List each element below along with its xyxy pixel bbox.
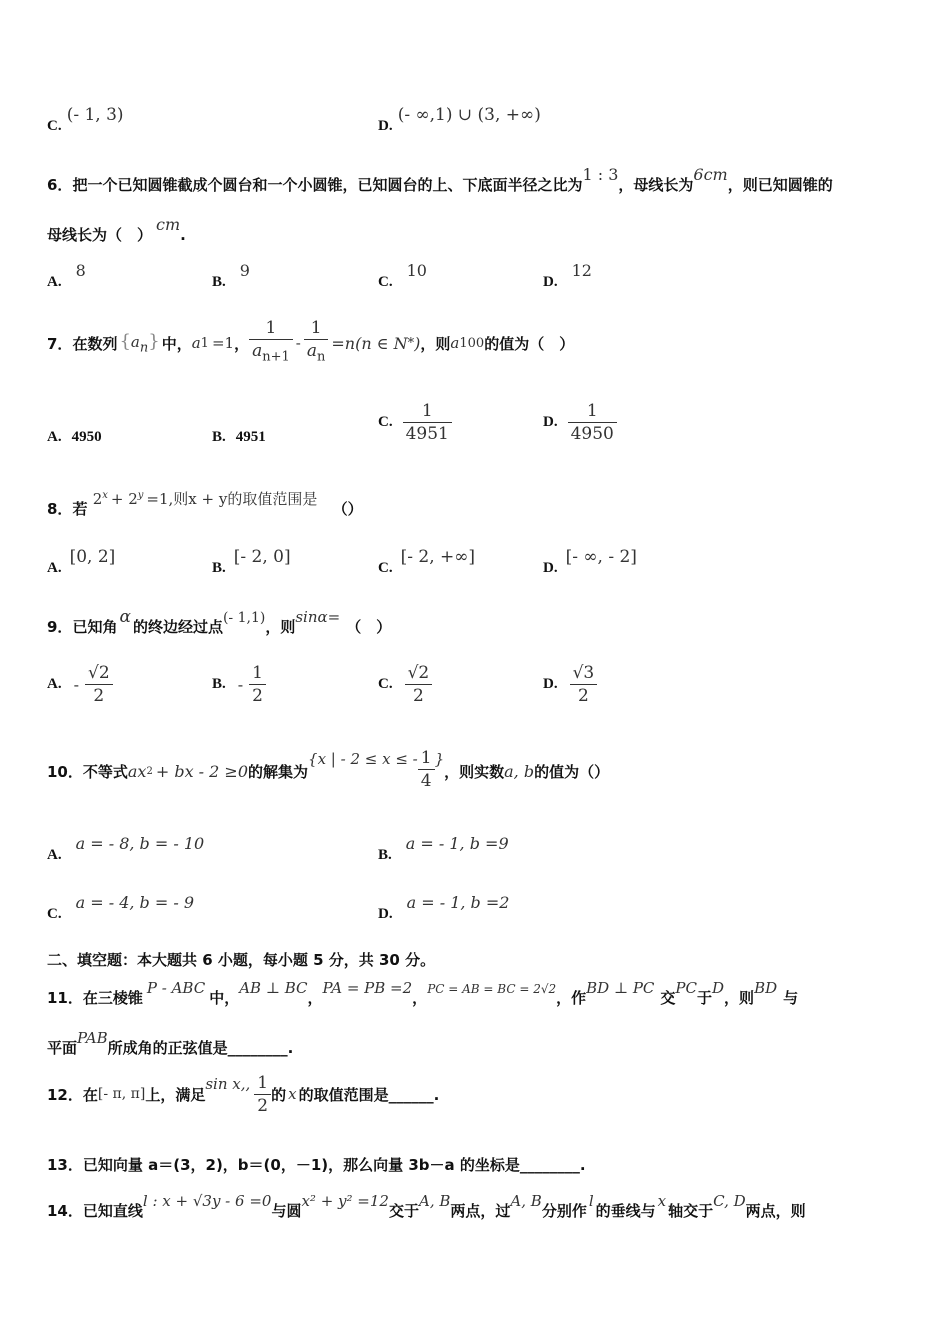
- q11-pab: PAB: [77, 1029, 108, 1047]
- q9-text4: （ ）: [346, 618, 392, 636]
- q9-d-num: √3: [570, 662, 598, 685]
- q8-expr-a: 2: [92, 490, 103, 508]
- q10-set-close: }: [434, 750, 445, 768]
- q6-text1: 把一个已知圆锥截成个圆台和一个小圆锥，已知圆台的上、下底面半径之比为: [72, 176, 583, 194]
- q7-frac2-num: 1: [304, 317, 329, 340]
- q11-line1: [47, 979, 799, 1008]
- q10-line1: [47, 745, 609, 797]
- q12-half: [254, 1072, 271, 1117]
- q6-option-b: [212, 261, 250, 291]
- q7-frac1: [249, 317, 293, 368]
- q6-text2: ，母线长为: [618, 176, 694, 194]
- q9-d-label: D.: [543, 676, 558, 692]
- q10-text4: 的值为（）: [534, 762, 610, 781]
- q14-number: 14．: [47, 1202, 83, 1220]
- q9-option-a: [47, 662, 113, 707]
- q11-perp: AB ⊥ BC: [239, 979, 308, 997]
- q6-option-c: [378, 261, 427, 291]
- q7-frac2: [304, 317, 329, 368]
- q7-seq-brace: $\{a_n\}$: [119, 330, 160, 356]
- q10-a-label: A.: [47, 847, 62, 863]
- q8-a-label: A.: [47, 560, 62, 576]
- q12-half-num: 1: [254, 1072, 271, 1095]
- q10-option-b: [378, 834, 509, 864]
- q12-x: x: [288, 1085, 297, 1103]
- q11-d: D: [712, 979, 725, 997]
- q7-option-a: [47, 426, 102, 446]
- q9-a-frac: [85, 662, 113, 707]
- q10-b-value: a = - 1, b =9: [405, 834, 509, 853]
- q11-bdpc: BD ⊥ PC: [586, 979, 655, 997]
- q10-set-num: 1: [418, 747, 435, 770]
- q7-d-den: 4950: [570, 424, 614, 444]
- q10-c-label: C.: [47, 906, 62, 922]
- q9-alpha: α: [119, 607, 131, 627]
- q8-expression: [93, 488, 318, 509]
- q11-pabc: P - ABC: [146, 979, 206, 997]
- q9-c-num: √2: [405, 662, 433, 685]
- q6-text5: .: [180, 226, 186, 244]
- section2-title: 二、填空题：本大题共 6 小题，每小题 5 分，共 30 分。: [47, 951, 436, 969]
- q14-line: l : x + √3y - 6 =0: [142, 1192, 272, 1210]
- q14-line1: [47, 1192, 806, 1221]
- q12-text1: 在: [82, 1085, 98, 1104]
- q8-option-a: [47, 547, 116, 577]
- q8-expr-b-sup: y: [137, 490, 144, 501]
- q7-a-value: 4950: [71, 429, 102, 445]
- q7-frac1-num: 1: [249, 317, 293, 340]
- q9-option-b: [212, 662, 266, 707]
- q9-c-label: C.: [378, 676, 393, 692]
- q11-text2: 中，: [209, 989, 240, 1007]
- q8-option-d: [543, 547, 637, 577]
- q7-b-value: 4951: [235, 429, 266, 445]
- q12-half-den: 2: [257, 1095, 269, 1116]
- q7-a1-eq: =1: [211, 334, 235, 352]
- q8-d-label: D.: [543, 560, 558, 576]
- q7-paren: (n ∈ N: [355, 333, 408, 353]
- q8-expr-a-sup: x: [102, 490, 108, 501]
- q9-a-den: 2: [93, 686, 105, 706]
- q6-number: 6．: [47, 176, 73, 194]
- q7-text3: ，则: [420, 334, 451, 353]
- q6-ratio: 1 : 3: [582, 165, 619, 184]
- q11-text7: 与: [783, 989, 799, 1007]
- q12-interval: [- π, π]: [97, 1086, 146, 1102]
- q8-c-label: C.: [378, 560, 393, 576]
- q9-d-frac: [570, 662, 598, 707]
- q8-expr-plus: + 2: [110, 490, 138, 508]
- q6-line1: [47, 165, 833, 195]
- q11-text9: 所成角的正弦值是________.: [107, 1039, 294, 1057]
- q10-c-value: a = - 4, b = - 9: [75, 893, 195, 912]
- q8-option-c: [378, 547, 476, 577]
- q9-a-label: A.: [47, 676, 62, 692]
- q9-c-frac: [405, 662, 433, 707]
- q8-c-value: [- 2, +∞]: [400, 547, 476, 567]
- q9-d-den: 2: [578, 686, 589, 706]
- q7-number: 7．: [47, 334, 73, 353]
- q14-text4: 两点，过: [450, 1202, 511, 1220]
- q5-option-c: [47, 105, 124, 135]
- q7-option-c: [378, 400, 452, 445]
- q5-d-label: D.: [378, 118, 393, 134]
- q10-ineq: ax: [127, 761, 147, 781]
- q9-option-d: [543, 662, 597, 707]
- q10-ineq-sup: 2: [146, 765, 153, 777]
- q10-set: {x | - 2 ≤ x ≤ -: [308, 750, 418, 768]
- q11-papb: PA = PB =2: [322, 979, 413, 997]
- q9-b-sign: -: [237, 675, 244, 694]
- q10-text1: 不等式: [82, 762, 128, 781]
- q7-c-label: C.: [378, 414, 393, 430]
- q6-option-d: [543, 261, 592, 291]
- q7-frac2-den: a: [306, 341, 317, 362]
- q10-set-den: 4: [420, 770, 432, 791]
- q14-text5: 分别作: [541, 1202, 587, 1220]
- q12-text3: 的: [271, 1085, 287, 1104]
- q6-option-a: [47, 261, 86, 291]
- q10-ineq-rest: + bx - 2 ≥0: [155, 761, 249, 781]
- q6-d-label: D.: [543, 274, 558, 290]
- q12-text2: 上，满足: [145, 1085, 206, 1104]
- q11-text4: 交: [660, 989, 676, 1007]
- q6-length: 6cm: [693, 165, 728, 184]
- q9-a-num: √2: [85, 662, 113, 685]
- q7-c-num: 1: [403, 400, 452, 423]
- q6-unit: cm: [156, 215, 181, 234]
- q8-d-value: [- ∞, - 2]: [565, 547, 637, 567]
- q7-seq: a: [130, 332, 140, 351]
- q14-l: l: [588, 1192, 594, 1210]
- q7-d-label: D.: [543, 414, 558, 430]
- q10-b-label: B.: [378, 847, 392, 863]
- q8-text2: （）: [332, 500, 363, 518]
- q7-d-num: 1: [568, 400, 617, 423]
- q6-c-value: 10: [406, 261, 427, 280]
- q6-a-value: 8: [75, 261, 86, 280]
- q10-a-value: a = - 8, b = - 10: [75, 834, 205, 853]
- q11-line2: [47, 1029, 294, 1058]
- q12-text4: 的取值范围是______.: [298, 1085, 440, 1104]
- q10-option-c: [47, 893, 195, 923]
- q9-point: (- 1,1): [222, 610, 266, 626]
- q5-option-d: [378, 105, 541, 135]
- q7-frac1-den-sub: n+1: [262, 349, 290, 365]
- q9-option-c: [378, 662, 432, 707]
- q8-b-label: B.: [212, 560, 226, 576]
- q9-b-label: B.: [212, 676, 226, 692]
- q9-b-num: 1: [249, 662, 266, 685]
- q7-a-label: A.: [47, 429, 62, 445]
- q7-a1-sub: 1: [200, 335, 209, 351]
- q7-text1: 在数列: [72, 334, 118, 353]
- q14-text1: 已知直线: [82, 1202, 143, 1220]
- q11-number: 11．: [47, 989, 83, 1007]
- q9-c-den: 2: [413, 686, 424, 706]
- q7-option-d: [543, 400, 617, 445]
- q8-option-b: [212, 547, 291, 577]
- q6-c-label: C.: [378, 274, 393, 290]
- q5-d-value: (- ∞,1) ∪ (3, +∞): [397, 105, 541, 125]
- q14-text3: 交于: [388, 1202, 419, 1220]
- q6-line2: [47, 215, 186, 245]
- q14-text8: 两点，则: [745, 1202, 806, 1220]
- q8-text1: 若: [72, 500, 88, 518]
- q8-expr-rest: =1,则x + y的取值范围是: [146, 490, 318, 508]
- q13-line1: 13．已知向量 a＝(3，2)，b＝(0，－1)，那么向量 3b－a 的坐标是________.: [47, 1156, 586, 1174]
- q7-paren-close: ): [414, 333, 421, 353]
- q14-ab1: A, B: [418, 1192, 451, 1210]
- q6-b-label: B.: [212, 274, 226, 290]
- q5-c-value: (- 1, 3): [66, 105, 124, 125]
- q10-text2: 的解集为: [248, 762, 309, 781]
- q10-ab: a, b: [504, 761, 535, 781]
- q10-d-value: a = - 1, b =2: [406, 893, 510, 912]
- q7-a100: a: [450, 334, 460, 352]
- q10-set-frac: [418, 747, 435, 792]
- q10-text3: ，则实数: [444, 762, 505, 781]
- q14-text2: 与圆: [271, 1202, 302, 1220]
- q6-b-value: 9: [239, 261, 250, 280]
- q11-text6: ，则: [724, 989, 755, 1007]
- q11-bd: BD: [754, 979, 778, 997]
- q11-comma1: ，: [307, 989, 323, 1007]
- q7-eq: =n: [331, 333, 356, 353]
- q11-pc: PC: [675, 979, 697, 997]
- q11-text1: 在三棱锥: [82, 989, 143, 1007]
- q7-c-frac: [403, 400, 452, 445]
- q6-text3: ，则已知圆锥的: [727, 176, 833, 194]
- q8-number: 8．: [47, 500, 73, 518]
- q8-line1: [47, 490, 363, 519]
- q12-sinx: sin x,,: [205, 1075, 251, 1093]
- q11-text8: 平面: [47, 1039, 78, 1057]
- q12-number: 12．: [47, 1085, 83, 1104]
- q14-cd: C, D: [713, 1192, 746, 1210]
- q9-number: 9．: [47, 618, 73, 636]
- q10-number: 10．: [47, 762, 83, 781]
- q6-text4: 母线长为（ ）: [47, 226, 153, 244]
- q7-option-b: [212, 426, 266, 446]
- q9-line1: [47, 607, 392, 637]
- q10-d-label: D.: [378, 906, 393, 922]
- q7-star: *: [407, 335, 415, 351]
- q11-text5: 于: [697, 989, 713, 1007]
- q9-text3: ，则: [265, 618, 296, 636]
- q7-c-den: 4951: [405, 424, 449, 444]
- q9-b-den: 2: [252, 686, 263, 706]
- q7-frac2-den-sub: n: [316, 349, 326, 365]
- q7-text4: 的值为（ ）: [484, 334, 575, 353]
- q9-b-frac: [249, 662, 266, 707]
- q7-b-label: B.: [212, 429, 226, 445]
- q7-a100-sub: 100: [459, 335, 485, 351]
- q14-text6: 的垂线与: [595, 1202, 656, 1220]
- q8-b-value: [- 2, 0]: [233, 547, 291, 567]
- q7-a1: a: [191, 334, 201, 352]
- q14-text7: 轴交于: [668, 1202, 714, 1220]
- q6-d-value: 12: [571, 261, 592, 280]
- q14-xaxis: x: [657, 1192, 667, 1210]
- q14-ab2: A, B: [510, 1192, 542, 1210]
- q10-option-a: [47, 834, 205, 864]
- q8-a-value: [0, 2]: [69, 547, 116, 567]
- q7-minus: -: [295, 334, 301, 352]
- q7-frac1-den: a: [252, 341, 263, 362]
- q7-comma: ，: [234, 334, 250, 353]
- q11-comma2: ，: [412, 989, 428, 1007]
- q9-text1: 已知角: [72, 618, 118, 636]
- q10-option-d: [378, 893, 510, 923]
- q7-seq-sub: n: [139, 340, 149, 356]
- q9-text2: 的终边经过点: [132, 618, 223, 636]
- q7-text2: 中，: [161, 334, 192, 353]
- q7-line1: [47, 318, 574, 368]
- q9-a-sign: -: [73, 675, 79, 694]
- q7-d-frac: [568, 400, 617, 445]
- q12-line1: [47, 1068, 439, 1120]
- q9-sin: sinα=: [295, 608, 341, 626]
- q6-a-label: A.: [47, 274, 62, 290]
- q5-c-label: C.: [47, 118, 62, 134]
- q11-text3: ，作: [556, 989, 587, 1007]
- q11-pcab: PC = AB = BC = 2√2: [427, 982, 557, 996]
- q14-circle: x² + y² =12: [301, 1192, 389, 1210]
